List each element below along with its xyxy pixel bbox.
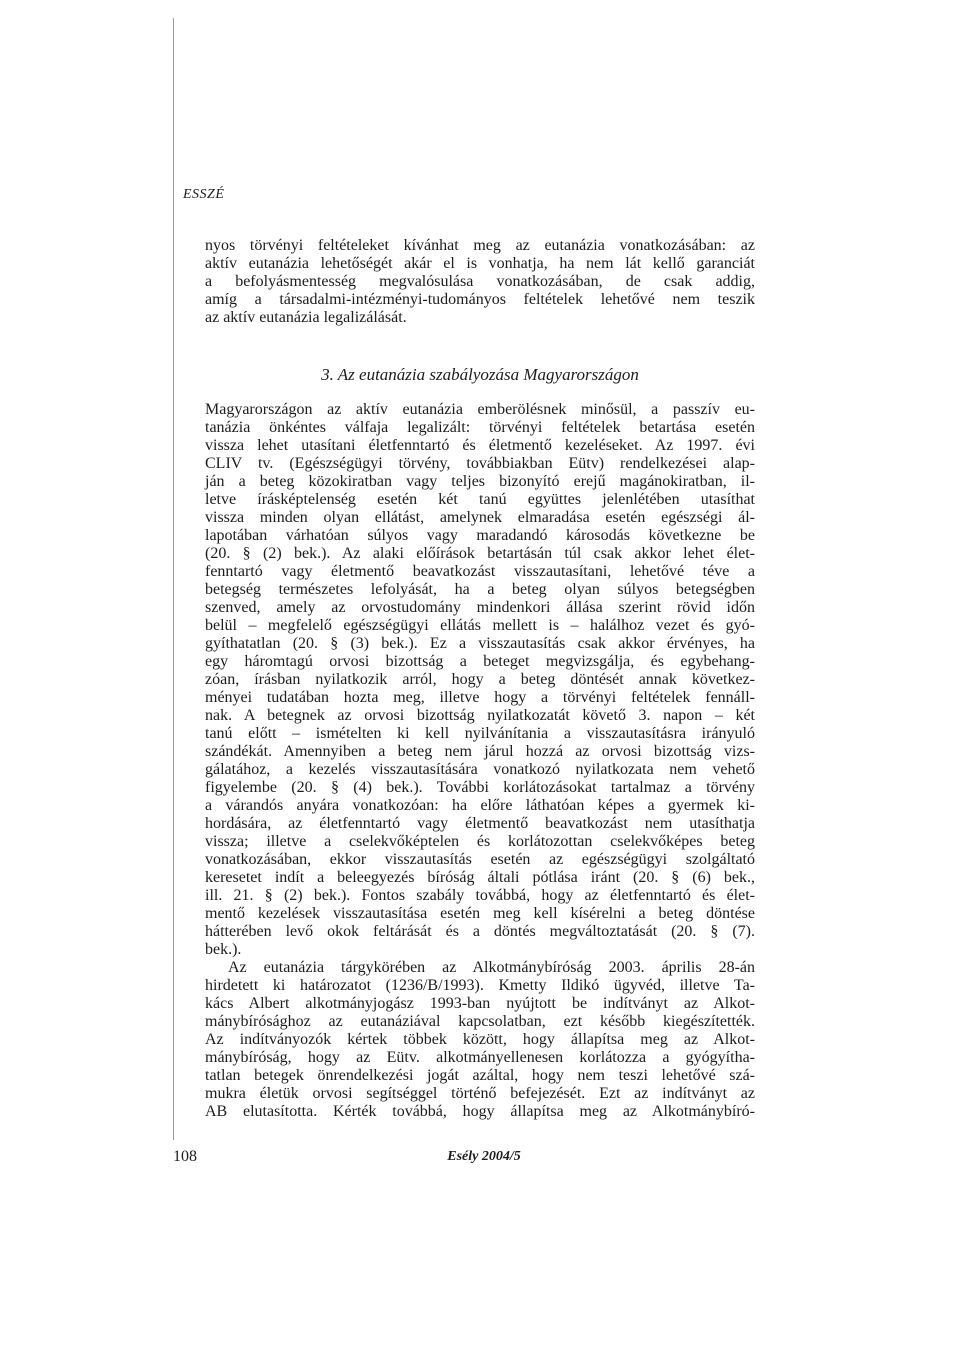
text-line: kács Albert alkotmányjogász 1993-ban nyújtott be indítványt az Alkot- — [205, 995, 755, 1012]
text-line: mukra életük orvosi segítséggel történő befejezését. Ezt az indítványt az — [205, 1085, 755, 1102]
text-line: ményei tudatában hozta meg, illetve hogy a törvényi feltételek fennáll- — [205, 689, 755, 706]
paragraph-continuation — [205, 237, 755, 327]
text-line: Az indítványozók kértek többek között, hogy állapítsa meg az Alkot- — [205, 1031, 755, 1048]
text-line: gálatához, a kezelés visszautasítására vonatkozó nyilatkozata nem vehető — [205, 761, 755, 778]
text-line: ill. 21. § (2) bek.). Fontos szabály továbbá, hogy az életfenntartó és élet- — [205, 887, 755, 904]
text-line: (20. § (2) bek.). Az alaki előírások betartásán túl csak akkor lehet élet- — [205, 545, 755, 562]
paragraph-regulation — [205, 401, 755, 959]
paragraph-constitutional-court — [205, 959, 755, 1121]
page-number: 108 — [173, 1148, 197, 1165]
text-line: nak. A betegnek az orvosi bizottság nyilatkozatát követő 3. napon – két — [205, 707, 755, 724]
text-line: AB elutasította. Kérték továbbá, hogy állapítsa meg az Alkotmánybíró- — [205, 1103, 755, 1120]
text-line: vissza minden olyan ellátást, amelynek elmaradása esetén egészségi ál- — [205, 509, 755, 526]
text-line: a befolyásmentesség megvalósulása vonatkozásában, de csak addig, — [205, 273, 755, 290]
text-line: szenved, amely az orvostudomány mindenkori állása szerint rövid időn — [205, 599, 755, 616]
text-line: letve írásképtelenség esetén két tanú együttes jelenlétében utasíthat — [205, 491, 755, 508]
section-label: ESSZÉ — [183, 187, 225, 202]
text-line: amíg a társadalmi-intézményi-tudományos feltételek lehetővé nem teszik — [205, 291, 755, 308]
journal-title: Esély 2004/5 — [447, 1149, 521, 1164]
text-line: tatlan betegek önrendelkezési jogát azáltal, hogy nem teszi lehetővé szá- — [205, 1067, 755, 1084]
text-line: hátterében levő okok feltárását és a döntés megváltoztatását (20. § (7). — [205, 923, 755, 940]
text-line: nyos törvényi feltételeket kívánhat meg az eutanázia vonatkozásában: az — [205, 237, 755, 254]
text-line: gyíthatatlan (20. § (3) bek.). Ez a visszautasítás csak akkor érvényes, ha — [205, 635, 755, 652]
margin-rule — [173, 18, 174, 1140]
text-line: belül – megfelelő egészségügyi ellátás mellett is – halálhoz vezet és gyó- — [205, 617, 755, 634]
text-line: a várandós anyára vonatkozóan: ha előre láthatóan képes a gyermek ki- — [205, 797, 755, 814]
text-line: keresetet indít a beleegyezés bíróság általi pótlása iránt (20. § (6) bek., — [205, 869, 755, 886]
text-line: lapotában várhatóan súlyos vagy maradandó károsodás következne be — [205, 527, 755, 544]
text-line: tanú előtt – ismételten ki kell nyilvánítania a visszautasításra irányuló — [205, 725, 755, 742]
text-line: Magyarországon az aktív eutanázia emberölésnek minősül, a passzív eu- — [205, 401, 755, 418]
text-line: CLIV tv. (Egészségügyi törvény, továbbiakban Eütv) rendelkezései alap- — [205, 455, 755, 472]
text-line: mentő kezelések visszautasítása esetén meg kell kísérelni a beteg döntése — [205, 905, 755, 922]
text-line: szándékát. Amennyiben a beteg nem járul hozzá az orvosi bizottság vizs- — [205, 743, 755, 760]
text-line: vissza; illetve a cselekvőképtelen és korlátozottan cselekvőképes beteg — [205, 833, 755, 850]
text-line: mánybírósághoz az eutanáziával kapcsolatban, ezt később kiegészítették. — [205, 1013, 755, 1030]
text-line: zóan, írásban nyilatkozik arról, hogy a beteg döntését annak következ- — [205, 671, 755, 688]
text-line: bek.). — [205, 941, 242, 958]
text-line: aktív eutanázia lehetőségét akár el is vonhatja, ha nem lát kellő garanciát — [205, 255, 755, 272]
text-line: hirdetett ki határozatot (1236/B/1993). Kmetty Ildikó ügyvéd, illetve Ta- — [205, 977, 755, 994]
text-line: fenntartó vagy életmentő beavatkozást visszautasítani, lehetővé téve a — [205, 563, 755, 580]
text-line: vonatkozásában, ekkor visszautasítás esetén az egészségügyi szolgáltató — [205, 851, 755, 868]
text-line: vissza lehet utasítani életfenntartó és életmentő kezeléseket. Az 1997. évi — [205, 437, 755, 454]
section-heading: 3. Az eutanázia szabályozása Magyarországon — [321, 365, 639, 384]
text-line: mánybíróság, hogy az Eütv. alkotmányellenesen korlátozza a gyógyítha- — [205, 1049, 755, 1066]
text-line: betegség természetes lefolyását, ha a beteg olyan súlyos betegségben — [205, 581, 755, 598]
text-line: egy háromtagú orvosi bizottság a beteget megvizsgálja, és egybehang- — [205, 653, 755, 670]
text-line: az aktív eutanázia legalizálását. — [205, 309, 407, 326]
text-line: Az eutanázia tárgykörében az Alkotmánybíróság 2003. április 28-án — [228, 959, 755, 976]
text-line: tanázia önkéntes válfaja legalizált: törvényi feltételek betartása esetén — [205, 419, 755, 436]
text-line: ján a beteg közokiratban vagy teljes bizonyító erejű magánokiratban, il- — [205, 473, 755, 490]
text-line: figyelembe (20. § (4) bek.). További korlátozásokat tartalmaz a törvény — [205, 779, 755, 796]
text-line: hordására, az életfenntartó vagy életmentő beavatkozást nem utasíthatja — [205, 815, 755, 832]
